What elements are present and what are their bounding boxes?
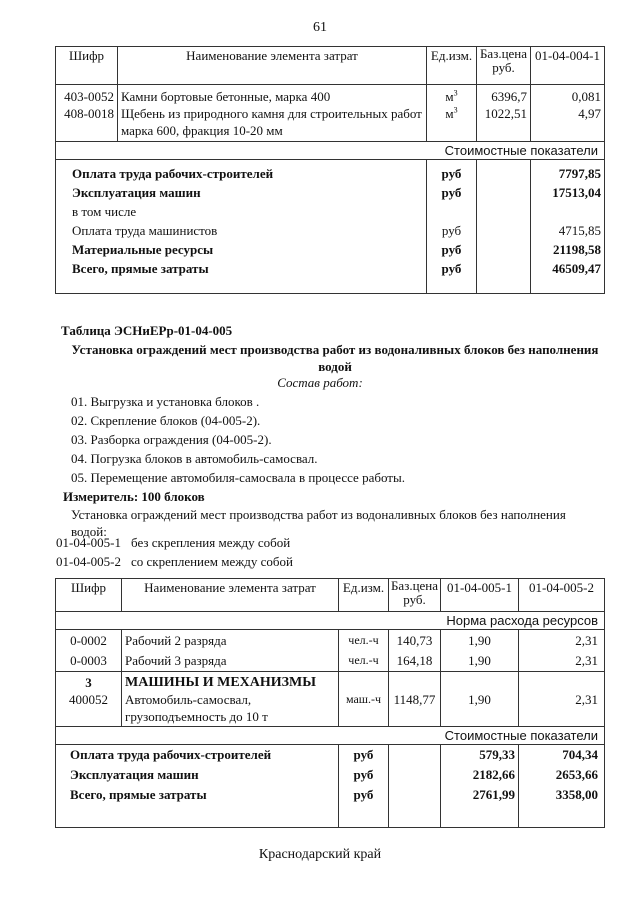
machine-unit: маш.-ч <box>339 672 389 727</box>
row-value-1: 1,90 <box>441 630 519 651</box>
machine-name-line2: грузоподъемность до 10 т <box>125 709 268 724</box>
section-row <box>56 727 605 745</box>
row-unit: чел.-ч <box>339 651 389 672</box>
row-name: Рабочий 3 разряда <box>122 651 339 672</box>
cost-value: 4715,85 <box>531 222 605 241</box>
cost-unit: руб <box>427 241 477 260</box>
machine-code: 400052 <box>69 692 108 707</box>
header-col-01-04-004-1: 01-04-004-1 <box>531 47 605 85</box>
cost-row <box>56 241 605 260</box>
work-item: 04. Погрузка блоков в автомобиль-самосвал. <box>71 451 318 466</box>
cost-name: Эксплуатация машин <box>56 184 427 203</box>
table-row <box>56 105 605 141</box>
row-code: 0-0002 <box>56 630 122 651</box>
cost-name: Всего, прямые затраты <box>56 785 339 805</box>
row-name: Камни бортовые бетонные, марка 400 <box>118 85 427 106</box>
header-unit: Ед.изм. <box>427 47 477 85</box>
section-title-line1: Установка ограждений мест производства работ из водоналивных блоков без наполнения <box>71 342 599 357</box>
cost-name: Оплата труда машинистов <box>56 222 427 241</box>
cost-value-1: 2182,66 <box>441 765 519 785</box>
table-id: Таблица ЭСНиЕРр-01-04-005 <box>61 323 233 338</box>
section-row <box>56 141 605 159</box>
row-unit: $м^3$ <box>427 85 477 106</box>
row-code: 403-0052 <box>56 85 118 106</box>
work-composition-label: Состав работ: <box>277 375 363 390</box>
row-value-1: 1,90 <box>441 651 519 672</box>
cost-row <box>56 165 605 184</box>
page-number: 61 <box>313 20 327 35</box>
header-price: Баз.цена руб. <box>389 579 441 612</box>
cost-name: в том числе <box>56 203 427 222</box>
cost-value: 17513,04 <box>531 184 605 203</box>
cost-row <box>56 222 605 241</box>
work-item: 02. Скрепление блоков (04-005-2). <box>71 413 261 428</box>
cost-unit: руб <box>427 222 477 241</box>
header-col-01-04-005-2: 01-04-005-2 <box>519 579 605 612</box>
variant-code: 01-04-005-2 <box>56 554 121 569</box>
cost-value: 46509,47 <box>531 260 605 279</box>
cost-value-2: 2653,66 <box>519 765 605 785</box>
work-item: 01. Выгрузка и установка блоков . <box>71 394 260 409</box>
row-code: 408-0018 <box>56 105 118 141</box>
group-name: МАШИНЫ И МЕХАНИЗМЫ <box>125 675 317 690</box>
section-title <box>40 341 630 375</box>
section-label-cost-indicators: Стоимостные показатели <box>56 141 605 159</box>
row-value: 4,97 <box>531 105 605 141</box>
cost-name: Всего, прямые затраты <box>56 260 427 279</box>
row-price: 164,18 <box>389 651 441 672</box>
section-title-line2: водой <box>318 359 352 374</box>
variant-text: со скреплением между собой <box>131 554 293 569</box>
header-price-line1: Баз.цена <box>479 46 528 61</box>
section-row <box>56 612 605 630</box>
table-row <box>56 651 605 672</box>
machines-code <box>56 672 122 727</box>
work-item: 03. Разборка ограждения (04-005-2). <box>71 432 272 447</box>
cost-value-2: 3358,00 <box>519 785 605 805</box>
row-value-2: 2,31 <box>519 630 605 651</box>
cost-name: Оплата труда рабочих-строителей <box>56 165 427 184</box>
cost-row <box>56 260 605 279</box>
machine-price: 1148,77 <box>389 672 441 727</box>
cost-unit: руб <box>427 165 477 184</box>
header-name: Наименование элемента затрат <box>118 47 427 85</box>
cost-row <box>56 203 605 222</box>
cost-value-2: 704,34 <box>519 745 605 765</box>
header-col-01-04-005-1: 01-04-005-1 <box>441 579 519 612</box>
section-label-norms: Норма расхода ресурсов <box>56 612 605 630</box>
row-code: 0-0003 <box>56 651 122 672</box>
cost-value: 21198,58 <box>531 241 605 260</box>
cost-name: Эксплуатация машин <box>56 765 339 785</box>
row-name: Щебень из природного камня для строительных работ марка 600, фракция 10-20 мм <box>118 105 427 141</box>
header-unit: Ед.изм. <box>339 579 389 612</box>
cost-value: 7797,85 <box>531 165 605 184</box>
group-code: 3 <box>85 675 92 690</box>
cost-row <box>56 184 605 203</box>
header-price <box>477 47 531 85</box>
cost-value-1: 2761,99 <box>441 785 519 805</box>
cost-unit: руб <box>427 260 477 279</box>
header-name: Наименование элемента затрат <box>122 579 339 612</box>
row-unit: $м^3$ <box>427 105 477 141</box>
row-price: 6396,7 <box>477 85 531 106</box>
machine-value-2: 2,31 <box>519 672 605 727</box>
variant-text: без скрепления между собой <box>131 535 291 550</box>
row-value-2: 2,31 <box>519 651 605 672</box>
row-price: 1022,51 <box>477 105 531 141</box>
row-unit: чел.-ч <box>339 630 389 651</box>
table-row <box>56 85 605 106</box>
cost-unit: руб <box>427 184 477 203</box>
row-price: 140,73 <box>389 630 441 651</box>
resource-table-01-04-004 <box>55 46 605 294</box>
row-value: 0,081 <box>531 85 605 106</box>
cost-value-1: 579,33 <box>441 745 519 765</box>
cost-row <box>56 745 605 765</box>
cost-unit: руб <box>339 785 389 805</box>
cost-row <box>56 785 605 805</box>
footer-region: Краснодарский край <box>258 847 382 862</box>
meter-label: Измеритель: 100 блоков <box>63 489 205 504</box>
machines-name <box>122 672 339 727</box>
table-row <box>56 630 605 651</box>
cost-unit: руб <box>339 765 389 785</box>
cost-name: Материальные ресурсы <box>56 241 427 260</box>
header-code: Шифр <box>56 47 118 85</box>
header-price-line2: руб. <box>492 60 515 75</box>
description: Установка ограждений мест производства работ из водоналивных блоков без наполнения водой: <box>71 507 566 539</box>
work-item: 05. Перемещение автомобиля-самосвала в процессе работы. <box>71 470 405 485</box>
variant-code: 01-04-005-1 <box>56 535 121 550</box>
cost-name: Оплата труда рабочих-строителей <box>56 745 339 765</box>
header-code: Шифр <box>56 579 122 612</box>
machines-row <box>56 672 605 727</box>
cost-row <box>56 765 605 785</box>
machine-value-1: 1,90 <box>441 672 519 727</box>
machine-name-line1: Автомобиль-самосвал, <box>125 692 252 707</box>
row-name: Рабочий 2 разряда <box>122 630 339 651</box>
resource-table-01-04-005 <box>55 578 605 828</box>
cost-unit: руб <box>339 745 389 765</box>
section-label-cost-indicators: Стоимостные показатели <box>56 727 605 745</box>
